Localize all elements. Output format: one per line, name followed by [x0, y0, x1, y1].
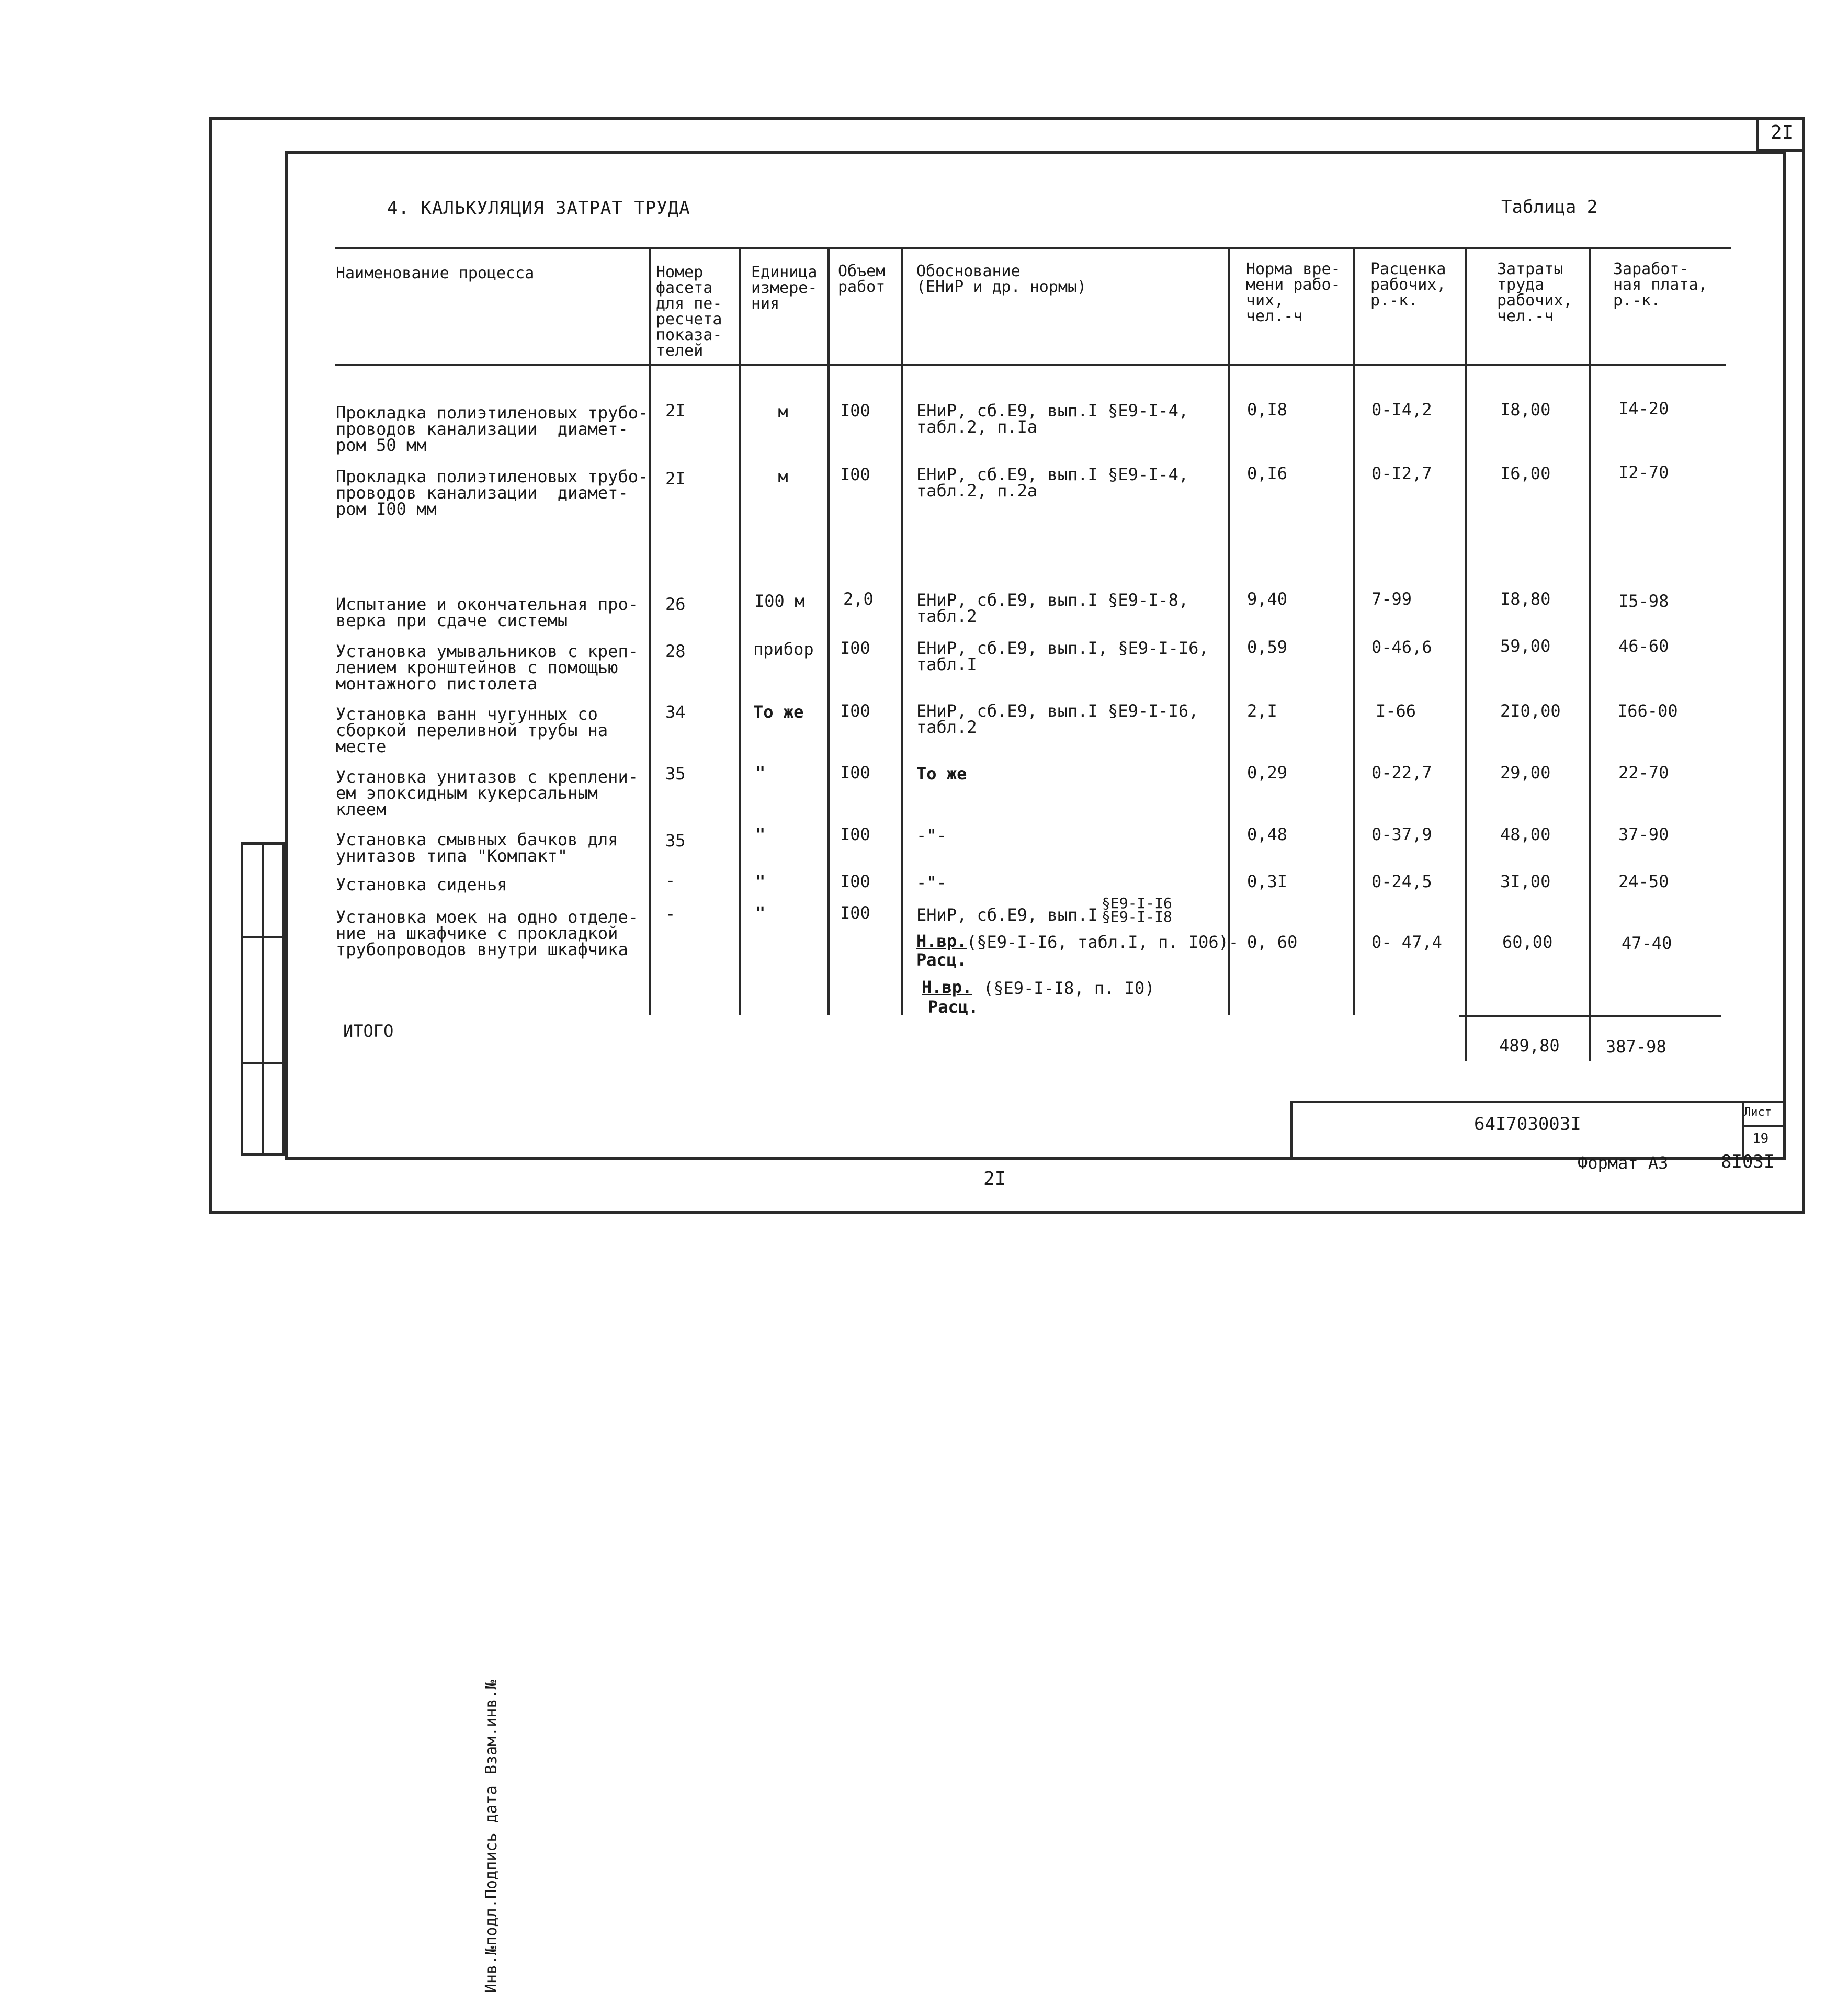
col-divider-1: [649, 247, 651, 1015]
row-9-volume: I00: [840, 903, 870, 923]
row-3-volume: 2,0: [843, 589, 874, 609]
header-labor: Затраты труда рабочих, чел.-ч: [1497, 260, 1573, 325]
row-1-norm: 0,I8: [1247, 400, 1288, 420]
page-number: 2I: [983, 1168, 1006, 1190]
row-2-facet: 2I: [665, 469, 686, 489]
row-7-rate: 0-37,9: [1371, 824, 1432, 844]
row-1-volume: I00: [840, 401, 870, 421]
sheet-number: 19: [1752, 1131, 1769, 1147]
row-1-unit: м: [778, 402, 788, 422]
archive-code: 8I03I: [1721, 1151, 1775, 1172]
row-8-name: Установка сиденья: [336, 875, 507, 894]
row-8-labor: 3I,00: [1500, 871, 1551, 891]
stamp-inv: Инв.№подл.: [482, 1898, 501, 1993]
header-name: Наименование процесса: [336, 264, 535, 282]
row-5-norm: 2,I: [1247, 701, 1277, 721]
row-4-basis: ЕНиР, сб.Е9, вып.I, §Е9-I-I6, табл.I: [916, 638, 1209, 674]
row-9-ref-2: §Е9-I-I8: [1102, 908, 1172, 925]
row-2-unit: м: [778, 467, 788, 486]
section-title: 4. КАЛЬКУЛЯЦИЯ ЗАТРАТ ТРУДА: [387, 198, 690, 219]
col-divider-3: [827, 247, 830, 1015]
row-2-rate: 0-I2,7: [1371, 463, 1432, 483]
row-4-rate: 0-46,6: [1371, 637, 1432, 657]
row-3-wage: I5-98: [1618, 591, 1669, 611]
header-facet: Номер фасета для пе- ресчета показа- телей: [656, 263, 722, 360]
row-3-name: Испытание и окончательная про- верка при сдаче системы: [336, 594, 638, 630]
row-3-facet: 26: [665, 594, 686, 614]
row-3-norm: 9,40: [1247, 589, 1288, 609]
row-8-facet: -: [665, 870, 676, 890]
row-3-labor: I8,80: [1500, 589, 1551, 609]
row-1-wage: I4-20: [1618, 399, 1669, 418]
doc-code: 64I703003I: [1474, 1114, 1581, 1135]
header-unit: Единица измере- ния: [751, 263, 818, 313]
row-4-wage: 46-60: [1618, 636, 1669, 656]
col-divider-5: [1228, 247, 1230, 1015]
row-2-wage: I2-70: [1618, 462, 1669, 482]
row-7-name: Установка смывных бачков для унитазов типа "Компакт": [336, 830, 618, 866]
row-3-unit: I00 м: [754, 591, 805, 611]
total-labor: 489,80: [1499, 1036, 1560, 1056]
row-9-rasc-2: Расц.: [928, 997, 979, 1017]
row-8-volume: I00: [840, 871, 870, 891]
row-6-labor: 29,00: [1500, 763, 1551, 783]
col-divider-2: [739, 247, 741, 1015]
row-2-basis: ЕНиР, сб.Е9, вып.I §Е9-I-4, табл.2, п.2а: [916, 465, 1189, 501]
row-7-norm: 0,48: [1247, 824, 1288, 844]
stamp-replace: Взам.инв.№: [482, 1680, 501, 1774]
row-7-labor: 48,00: [1500, 824, 1551, 844]
row-1-facet: 2I: [665, 401, 686, 421]
row-9-ref-1: §Е9-I-I6: [1102, 894, 1172, 912]
row-4-labor: 59,00: [1500, 636, 1551, 656]
row-4-volume: I00: [840, 638, 870, 658]
row-8-norm: 0,3I: [1247, 871, 1288, 891]
row-9-facet: -: [665, 904, 676, 924]
row-4-name: Установка умывальников с креп- лением кронштейнов с помощью монтажного пистолета: [336, 641, 638, 694]
row-9-rasc-1: Расц.: [916, 950, 967, 970]
row-6-norm: 0,29: [1247, 763, 1288, 783]
row-6-rate: 0-22,7: [1371, 763, 1432, 783]
row-6-wage: 22-70: [1618, 763, 1669, 783]
row-5-volume: I00: [840, 701, 870, 721]
row-4-facet: 28: [665, 641, 686, 661]
row-5-labor: 2I0,00: [1500, 701, 1561, 721]
row-5-rate: I-66: [1376, 701, 1416, 721]
row-2-volume: I00: [840, 465, 870, 484]
row-1-labor: I8,00: [1500, 400, 1551, 420]
header-wage: Заработ- ная плата, р.-к.: [1613, 260, 1708, 310]
row-2-norm: 0,I6: [1247, 463, 1288, 483]
row-8-unit: ": [755, 871, 766, 891]
header-norm: Норма вре- мени рабо- чих, чел.-ч: [1246, 260, 1341, 325]
col-divider-8: [1589, 247, 1591, 1061]
row-9-name: Установка моек на одно отделе- ние на шкафчике с прокладкой трубопроводов внутри шкафчика: [336, 907, 638, 959]
stamp-sign: Подпись дата: [482, 1785, 501, 1899]
row-9-basis: ЕНиР, сб.Е9, вып.I: [916, 905, 1098, 925]
row-7-wage: 37-90: [1618, 824, 1669, 844]
row-9-wage: 47-40: [1622, 933, 1672, 953]
row-6-unit: ": [755, 763, 766, 783]
row-2-name: Прокладка полиэтиленовых трубо- проводов канализации диамет- ром I00 мм: [336, 467, 649, 519]
row-5-facet: 34: [665, 702, 686, 722]
row-9-hvr-2: Н.вр.: [922, 977, 972, 997]
row-9-labor: 60,00: [1502, 932, 1553, 952]
table-top-border: [335, 247, 1731, 249]
row-2-labor: I6,00: [1500, 463, 1551, 483]
header-rate: Расценка рабочих, р.-к.: [1370, 260, 1446, 310]
row-6-volume: I00: [840, 763, 870, 783]
row-5-name: Установка ванн чугунных со сборкой переливной трубы на месте: [336, 704, 608, 756]
header-volume: Объем работ: [838, 262, 886, 296]
header-bottom-border: [335, 364, 1726, 366]
row-8-basis: -"-: [916, 873, 947, 892]
row-6-name: Установка унитазов с креплени- ем эпоксидным кукерсальным клеем: [336, 767, 638, 819]
row-8-rate: 0-24,5: [1371, 871, 1432, 891]
col-divider-6: [1353, 247, 1355, 1015]
row-6-facet: 35: [665, 764, 686, 784]
table-label: Таблица 2: [1501, 197, 1598, 218]
row-9-norm: 0, 60: [1247, 932, 1298, 952]
row-7-basis: -"-: [916, 825, 947, 845]
format-label: Формат А3: [1578, 1153, 1669, 1173]
row-4-unit: прибор: [753, 639, 814, 659]
corner-page-number: 2I: [1756, 117, 1805, 152]
row-9-hvr-1: Н.вр.: [916, 931, 967, 951]
row-5-wage: I66-00: [1617, 701, 1678, 721]
sheet-box-divider: [1742, 1125, 1786, 1127]
row-7-facet: 35: [665, 831, 686, 851]
row-3-basis: ЕНиР, сб.Е9, вып.I §Е9-I-8, табл.2: [916, 590, 1189, 626]
row-9-unit: ": [755, 903, 766, 923]
row-1-basis: ЕНиР, сб.Е9, вып.I §Е9-I-4, табл.2, п.Iа: [916, 401, 1189, 437]
row-9-hvr-1-text: (§Е9-I-I6, табл.I, п. I06)-: [967, 932, 1239, 952]
header-basis: Обоснование (ЕНиР и др. нормы): [916, 262, 1087, 296]
total-label: ИТОГО: [343, 1021, 394, 1041]
sheet-label: Лист: [1744, 1106, 1772, 1119]
row-7-volume: I00: [840, 824, 870, 844]
row-4-norm: 0,59: [1247, 637, 1288, 657]
row-6-basis: То же: [916, 764, 967, 784]
col-divider-7: [1465, 247, 1467, 1061]
row-8-wage: 24-50: [1618, 871, 1669, 891]
row-3-rate: 7-99: [1371, 589, 1412, 609]
row-9-hvr-2-text: (§Е9-I-I8, п. I0): [983, 978, 1155, 998]
row-1-name: Прокладка полиэтиленовых трубо- проводов канализации диамет- ром 50 мм: [336, 403, 649, 455]
row-7-unit: ": [755, 824, 766, 844]
total-wage: 387-98: [1606, 1037, 1666, 1057]
col-divider-4: [901, 247, 903, 1015]
row-5-unit: То же: [753, 702, 804, 722]
row-9-rate: 0- 47,4: [1371, 932, 1442, 952]
row-1-rate: 0-I4,2: [1371, 400, 1432, 420]
row-5-basis: ЕНиР, сб.Е9, вып.I §Е9-I-I6, табл.2: [916, 701, 1199, 737]
